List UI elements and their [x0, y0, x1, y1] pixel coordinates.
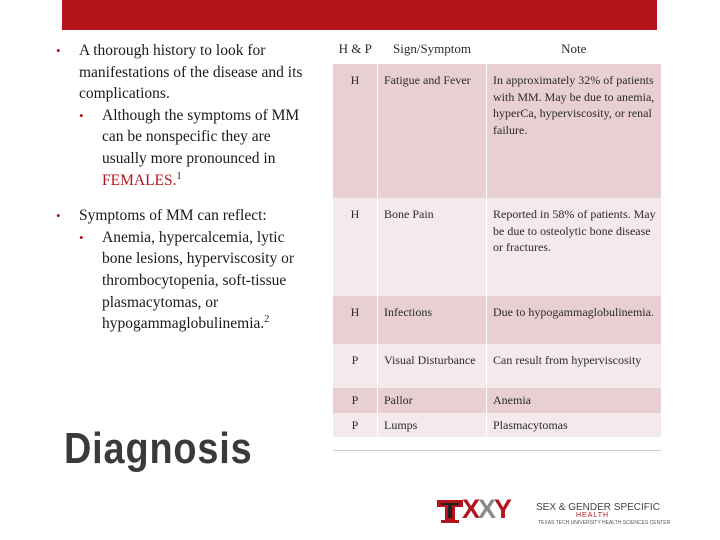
logo-x1: X: [462, 494, 479, 524]
header-hp: H & P: [333, 34, 378, 64]
table-row: [333, 64, 661, 198]
top-accent-band: [62, 0, 657, 30]
cell-hp: P: [351, 393, 359, 407]
bullet-history-text: A thorough history to look for manifestations of the disease and its complications.: [79, 42, 303, 103]
header-note: Note: [487, 34, 662, 64]
cell-hp: P: [351, 353, 359, 367]
cell-sign: Bone Pain: [378, 198, 487, 296]
cell-sign: Pallor: [378, 388, 487, 413]
sub-bullet-conditions: [79, 227, 306, 335]
footnote-2: 2: [264, 313, 270, 325]
logo-line-1: SEX & GENDER SPECIFIC: [536, 502, 660, 513]
bullet-history: [56, 40, 306, 105]
logo-x2: X: [478, 494, 495, 524]
table-row: [333, 413, 661, 438]
symptom-table: [333, 34, 661, 437]
bullet-symptoms-text: Symptoms of MM can reflect:: [79, 207, 267, 225]
bullet-list: [56, 40, 306, 335]
sub-bullet-females-text: Although the symptoms of MM can be nonspecific they are usually more pronounced in: [102, 106, 300, 167]
logo-line-3: TEXAS TECH UNIVERSITY HEALTH SCIENCES CENTER: [538, 520, 671, 526]
xxy-logo-mark: [462, 494, 510, 525]
table-row: [333, 344, 661, 388]
logo-line-2: HEALTH: [576, 512, 610, 519]
cell-sign: Lumps: [378, 413, 487, 438]
header-sign-symptom: Sign/Symptom: [378, 34, 487, 64]
table-row: [333, 198, 661, 296]
double-t-logo-icon: [436, 496, 464, 524]
cell-note: Plasmacytomas: [487, 413, 662, 438]
footnote-1: 1: [176, 170, 182, 182]
females-highlight: FEMALES.: [102, 171, 177, 189]
cell-hp: P: [351, 417, 359, 432]
cell-note: Due to hypogammaglobulinemia.: [487, 296, 662, 344]
slide-title: Diagnosis: [64, 424, 253, 473]
sub-bullet-females: [79, 105, 306, 191]
bullet-symptoms: [56, 205, 306, 227]
table-header-row: [333, 34, 661, 64]
sub-bullet-conditions-text: Anemia, hypercalcemia, lytic bone lesions, hyperviscosity or thrombocytopenia, soft-tissue plasmacytomas, or hypogammaglobulinemia.: [102, 228, 295, 333]
cell-note: Anemia: [487, 388, 662, 413]
table-bottom-divider: [333, 450, 661, 451]
bullet-group-symptoms: [56, 205, 306, 335]
cell-note: Can result from hyperviscosity: [487, 344, 662, 388]
cell-hp: H: [350, 305, 360, 319]
cell-sign: Fatigue and Fever: [378, 64, 487, 198]
cell-note: Reported in 58% of patients. May be due to osteolytic bone disease or fractures.: [487, 198, 662, 296]
table-row: [333, 296, 661, 344]
sgsh-logo: [436, 494, 671, 532]
cell-sign: Visual Disturbance: [378, 344, 487, 388]
cell-hp: H: [350, 73, 360, 87]
cell-note: In approximately 32% of patients with MM. May be due to anemia, hyperCa, hyperviscosity, or renal failure.: [487, 64, 662, 198]
logo-y: Y: [494, 494, 511, 524]
cell-hp: H: [350, 207, 360, 221]
table-row: [333, 388, 661, 413]
cell-sign: Infections: [378, 296, 487, 344]
